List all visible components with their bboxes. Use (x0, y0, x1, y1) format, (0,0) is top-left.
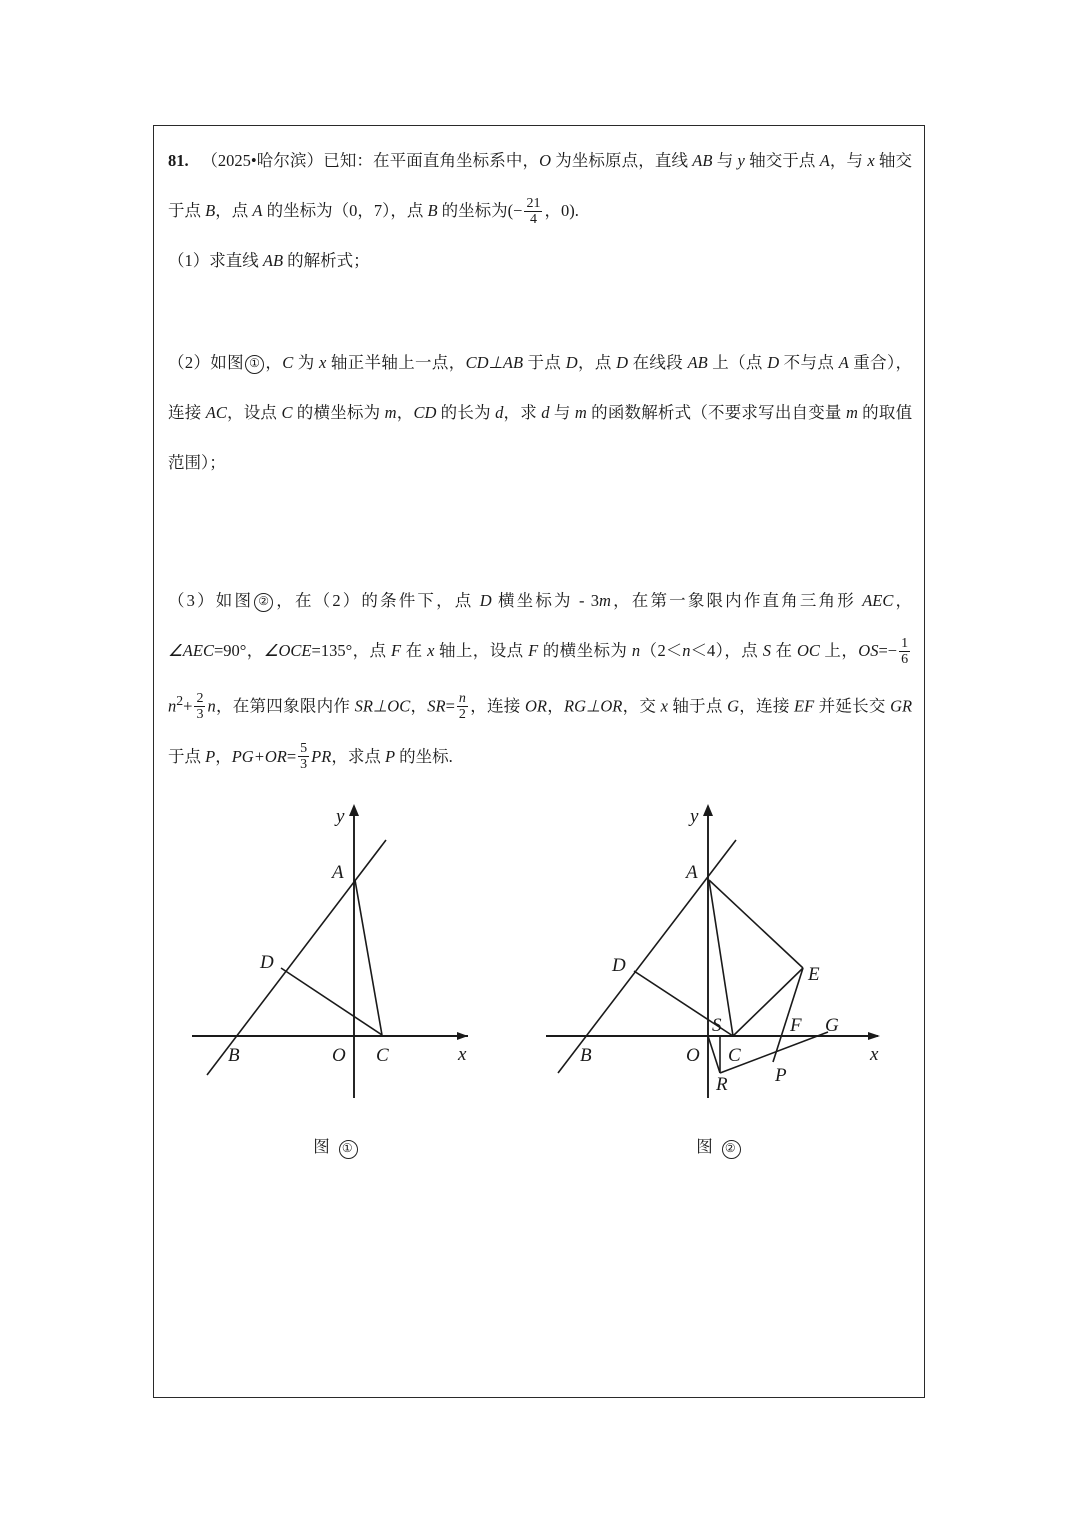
part2-t4: 轴正半轴上一点， (326, 353, 466, 372)
stem-coord-open: (− (507, 201, 523, 220)
part3-frac2-num: 2 (196, 691, 204, 707)
part3-t2: ，在（2）的条件下，点 (274, 591, 480, 610)
part1-var-AB: AB (262, 251, 284, 270)
question-part-2 (168, 338, 912, 488)
figure-ref-2-icon: ② (254, 593, 273, 612)
stem-fraction-denominator: 4 (524, 211, 542, 227)
part2-t8: 上（点 (707, 353, 768, 372)
part3-var-D: D (479, 591, 492, 610)
figure-1-caption-number-icon: ① (339, 1140, 358, 1159)
part3-t5: ， (893, 591, 913, 610)
part3-var-P: P (205, 746, 216, 766)
question-part-3 (168, 576, 912, 782)
stem-var-B: B (205, 201, 216, 220)
part3-var-S: S (762, 641, 771, 660)
part3-pg-equals: = (286, 746, 297, 766)
part3-fraction-2-3 (194, 691, 205, 722)
part3-t10: 的横坐标为 (538, 641, 632, 660)
figure1-segment-AC (355, 880, 382, 1035)
part2-var-A: A (838, 353, 849, 372)
part3-seg-OS: OS (858, 641, 879, 660)
part2-var-m2: m (574, 403, 587, 422)
figure2-label-x-axis: x (870, 1043, 879, 1065)
part2-expr-CD-perp-AB: CD⊥AB (465, 353, 524, 372)
figure-2 (540, 796, 898, 1172)
part3-t26: 的坐标. (395, 746, 453, 766)
part2-t14: 的长为 (436, 403, 496, 422)
stem-fraction-numerator: 21 (526, 195, 541, 211)
stem-text-1: 已知：在平面直角坐标系中， (323, 151, 540, 170)
stem-text-6: 轴交于点 (168, 151, 913, 220)
part3-seg-GR: GR (890, 696, 913, 716)
part2-var-AC: AC (205, 403, 227, 422)
stem-fraction-21-4 (524, 196, 542, 227)
part2-var-D3: D (767, 353, 780, 372)
figure2-label-S: S (712, 1014, 722, 1036)
part3-angle-AEC-value: =90° (213, 641, 247, 660)
part2-t13: ， (396, 403, 414, 422)
stem-text-3: 与 (712, 151, 738, 170)
part3-t19: ，交 (622, 696, 661, 716)
part3-frac4-den: 3 (300, 757, 308, 773)
figure-2-diagram (540, 796, 898, 1108)
part2-label: （2）如图 (168, 353, 244, 372)
question-stem (168, 136, 912, 236)
part3-os-n: n (168, 696, 177, 716)
figure2-x-axis-arrow (868, 1032, 880, 1040)
figure-2-caption (540, 1122, 898, 1172)
part2-var-CD: CD (413, 403, 437, 422)
figure1-x-axis-arrow (457, 1032, 468, 1040)
figure1-label-O: O (332, 1044, 346, 1066)
figure-1-caption (186, 1122, 486, 1172)
figure1-label-y-axis: y (336, 805, 345, 827)
figure2-label-O: O (686, 1044, 700, 1066)
figure-ref-1-icon: ① (245, 355, 264, 374)
stem-coord-close: ，0). (544, 201, 579, 220)
part3-t11: （2＜ (640, 641, 683, 660)
figure2-label-P: P (775, 1064, 787, 1086)
part2-var-AB: AB (687, 353, 708, 372)
part2-var-D2: D (616, 353, 629, 372)
part3-expr-SR-perp-OC: SR⊥OC (354, 696, 411, 716)
part3-expr-RG-perp-OR: RG⊥OR (564, 696, 623, 716)
figure2-label-R: R (716, 1073, 728, 1095)
figure2-segment-OR (708, 1036, 720, 1073)
part3-seg-SR: SR (427, 696, 446, 716)
figure1-label-A: A (332, 861, 344, 883)
figure1-label-x-axis: x (458, 1043, 467, 1065)
question-page-frame (153, 125, 925, 1398)
part3-t17: ，连接 (469, 696, 525, 716)
part3-t21: ，连接 (739, 696, 795, 716)
figure1-segment-DC (281, 968, 382, 1035)
figure-1-caption-text: 图 (313, 1136, 332, 1156)
stem-var-A2: A (252, 201, 263, 220)
part3-var-n2: n (682, 641, 691, 660)
part1-label: （1）求直线 (168, 251, 263, 270)
part3-expr-PG-plus-OR: PG+OR (231, 746, 287, 766)
figure1-label-B: B (228, 1044, 240, 1066)
part3-frac1-num: 1 (901, 635, 909, 651)
part3-angle-OCE: ∠OCE (263, 641, 312, 660)
part3-frac3-den: 2 (458, 707, 466, 723)
part3-var-G: G (727, 696, 739, 716)
figure2-label-y-axis: y (690, 805, 699, 827)
figure-1 (186, 796, 486, 1172)
part2-t18: 的取值范围）； (168, 403, 913, 472)
stem-text-4: 轴交于点 (744, 151, 820, 170)
part3-os-equals: =− (878, 641, 898, 660)
figures-container (168, 796, 912, 1156)
part2-t3: 为 (293, 353, 320, 372)
part2-t17: 的函数解析式（不要求写出自变量 (586, 403, 846, 422)
part3-var-x2: x (660, 696, 668, 716)
part2-var-x: x (319, 353, 327, 372)
part3-t7: ，点 (352, 641, 391, 660)
part2-var-d2: d (541, 403, 550, 422)
part3-label: （3）如图 (168, 591, 254, 610)
figure2-y-axis-arrow (703, 804, 713, 816)
stem-var-AB: AB (692, 151, 713, 170)
part3-seg-PR: PR (311, 746, 332, 766)
part3-frac2-den: 3 (196, 707, 204, 723)
part3-var-x: x (427, 641, 435, 660)
part1-tail: 的解析式； (283, 251, 370, 270)
figure2-label-D: D (612, 954, 626, 976)
part3-t20: 轴于点 (667, 696, 728, 716)
part3-var-F2: F (528, 641, 539, 660)
figure2-label-C: C (728, 1044, 741, 1066)
part3-seg-OR: OR (524, 696, 547, 716)
figure2-label-A: A (686, 861, 698, 883)
stem-text-7: ，点 (215, 201, 253, 220)
part3-t8: 在 (401, 641, 428, 660)
question-content (168, 136, 913, 1156)
part2-var-d: d (495, 403, 504, 422)
figure2-segment-AC (709, 880, 733, 1036)
part3-angle-OCE-value: =135° (311, 641, 353, 660)
figure2-label-B: B (580, 1044, 592, 1066)
part2-var-m: m (384, 403, 397, 422)
part3-t14: 上， (819, 641, 859, 660)
figure2-segment-AE (709, 880, 803, 968)
blank-space-after-part2 (168, 488, 912, 576)
part2-t12: 的横坐标为 (292, 403, 385, 422)
part3-var-m: m (599, 591, 611, 610)
part3-fraction-n-2 (457, 691, 468, 722)
part3-t25: ，求点 (331, 746, 385, 766)
figure1-label-D: D (260, 951, 274, 973)
part2-t2: ， (265, 353, 283, 372)
stem-var-A: A (819, 151, 830, 170)
stem-text-2: 为坐标原点，直线 (551, 151, 693, 170)
part3-t16: ， (410, 696, 428, 716)
part3-t13: 在 (770, 641, 797, 660)
part3-seg-OC: OC (796, 641, 820, 660)
part2-t9: 不与点 (779, 353, 839, 372)
part2-var-C: C (282, 353, 294, 372)
part3-frac1-den: 6 (901, 651, 909, 667)
part3-seg-EF: EF (794, 696, 815, 716)
question-source: （2025•哈尔滨） (201, 151, 324, 170)
question-part-1 (168, 236, 912, 286)
part3-var-n: n (631, 641, 641, 660)
part3-sr-equals: = (445, 696, 455, 716)
stem-text-9: 的坐标为 (437, 201, 508, 220)
figure1-label-C: C (376, 1044, 389, 1066)
part3-os-plus: + (183, 696, 193, 716)
stem-var-O: O (539, 151, 551, 170)
part3-var-F: F (390, 641, 402, 660)
part3-angle-AEC: ∠AEC (168, 641, 214, 660)
part3-tri-AEC: AEC (862, 591, 894, 610)
part2-t10: 重合），连接 (168, 353, 913, 422)
figure2-label-E: E (808, 963, 820, 985)
figure1-y-axis-arrow (349, 804, 359, 816)
part2-t11: ，设点 (226, 403, 282, 422)
part2-var-m3: m (845, 403, 858, 422)
part3-fraction-1-6 (899, 636, 910, 667)
part2-var-D: D (565, 353, 578, 372)
part3-t3: 横坐标为 - 3 (491, 591, 600, 610)
figure2-label-G: G (825, 1014, 839, 1036)
figure-2-caption-text: 图 (696, 1136, 715, 1156)
part2-t7: 在线段 (628, 353, 688, 372)
part3-t23: 于点 (168, 746, 206, 766)
part3-frac3-num: n (458, 691, 466, 707)
part2-t15: ，求 (503, 403, 542, 422)
part3-t6: ， (246, 641, 264, 660)
part3-t22: 并延长交 (814, 696, 891, 716)
stem-var-x: x (867, 151, 875, 170)
stem-var-B2: B (427, 201, 438, 220)
figure-2-caption-number-icon: ② (722, 1140, 741, 1159)
figure1-line-AB (207, 840, 386, 1075)
part3-os-n3: n (207, 696, 216, 716)
part3-t24: ， (215, 746, 232, 766)
stem-text-8: 的坐标为（0，7），点 (262, 201, 428, 220)
part3-os-exponent: 2 (176, 693, 184, 708)
part2-t6: ，点 (577, 353, 617, 372)
part3-var-P2: P (384, 746, 396, 766)
figure2-label-F: F (790, 1014, 802, 1036)
part3-t4: ，在第一象限内作直角三角形 (610, 591, 863, 610)
part3-t15: ，在第四象限内作 (215, 696, 355, 716)
part2-t16: 与 (549, 403, 575, 422)
part2-t5: 于点 (523, 353, 566, 372)
stem-text-5: ，与 (829, 151, 868, 170)
part3-t12: ＜4），点 (690, 641, 763, 660)
question-number: 81. (168, 151, 189, 170)
figure-1-diagram (186, 796, 486, 1108)
part3-fraction-5-3 (298, 741, 309, 772)
part2-var-C2: C (281, 403, 293, 422)
part3-t9: 轴上，设点 (434, 641, 529, 660)
part3-frac4-num: 5 (300, 741, 308, 757)
blank-space-after-part1 (168, 286, 912, 338)
stem-var-y: y (737, 151, 745, 170)
part3-t18: ， (546, 696, 564, 716)
